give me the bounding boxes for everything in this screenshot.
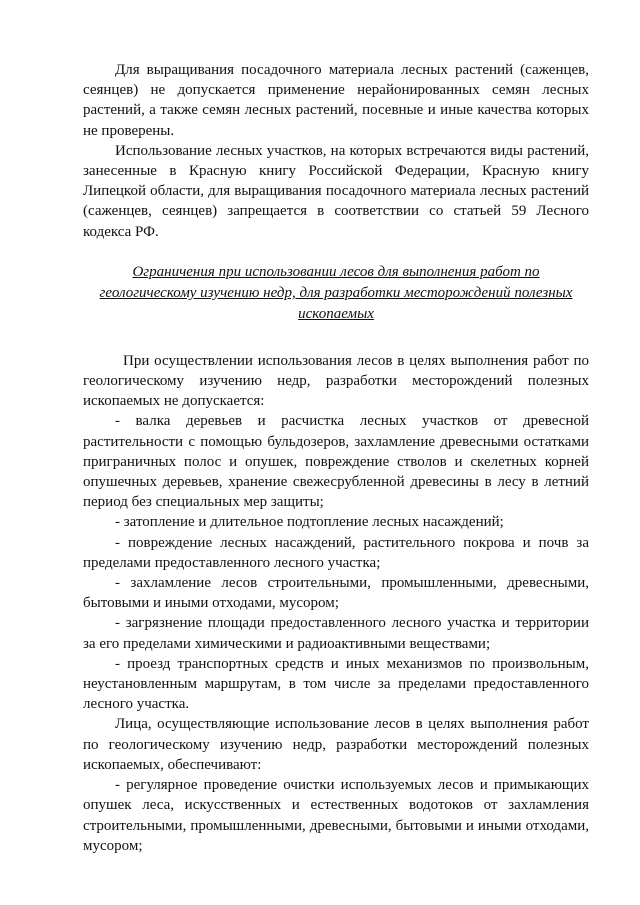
list-item-felling-trees: - валка деревьев и расчистка лесных участков от древесной растительности с помощью бульдозеров, захламление древесными остатками приграничных полос и опушек, повреждение стволов и скелетных корней опушечных деревьев, хранение свежесрубленной древесины в лесу в летний период без специальных мер защиты; [83,413,589,511]
section-heading-line: геологическому изучению недр, для разработки месторождений полезных [99,284,573,301]
section-heading [83,262,589,325]
document-page [83,60,589,856]
paragraph-obligations-intro: Лица, осуществляющие использование лесов в целях выполнения работ по геологическому изучению недр, разработки месторождений полезных ископаемых, обеспечивают: [83,716,589,773]
list-item-littering: - захламление лесов строительными, промышленными, древесными, бытовыми и иными отходами, мусором; [83,575,589,612]
paragraph-not-allowed-intro: При осуществлении использования лесов в целях выполнения работ по геологическому изучению недр, разработки месторождений полезных ископаемых не допускается: [83,352,589,410]
section-heading-line: ископаемых [298,305,374,322]
paragraph-planting-material: Для выращивания посадочного материала лесных растений (саженцев, сеянцев) не допускается применение нерайонированных семян лесных растений, а также семян лесных растений, посевные и иные качества которых не проверены. [83,62,589,139]
list-item-regular-cleaning: - регулярное проведение очистки используемых лесов и примыкающих опушек леса, искусственных и естественных водотоков от захламления строительными, промышленными, древесными, бытовыми и иными отходами, мусором; [83,777,589,854]
list-item-damage-plantations: - повреждение лесных насаждений, растительного покрова и почв за пределами предоставленного лесного участка; [83,534,589,571]
list-item-flooding: - затопление и длительное подтопление лесных насаждений; [115,514,504,531]
paragraph-red-book-species: Использование лесных участков, на которых встречаются виды растений, занесенные в Красную книгу Российской Федерации, Красную книгу Липецкой области, для выращивания посадочного материала лесных растений (саженцев, сеянцев) запрещается в соответствии со статьей 59 Лесного кодекса РФ. [83,142,589,240]
list-item-vehicle-passage: - проезд транспортных средств и иных механизмов по произвольным, неустановленным маршрутам, в том числе за пределами предоставленного лесного участка. [83,655,589,713]
list-item-pollution: - загрязнение площади предоставленного лесного участка и территории за его пределами химическими и радиоактивными веществами; [83,615,589,652]
section-heading-line: Ограничения при использовании лесов для выполнения работ по [132,263,540,280]
